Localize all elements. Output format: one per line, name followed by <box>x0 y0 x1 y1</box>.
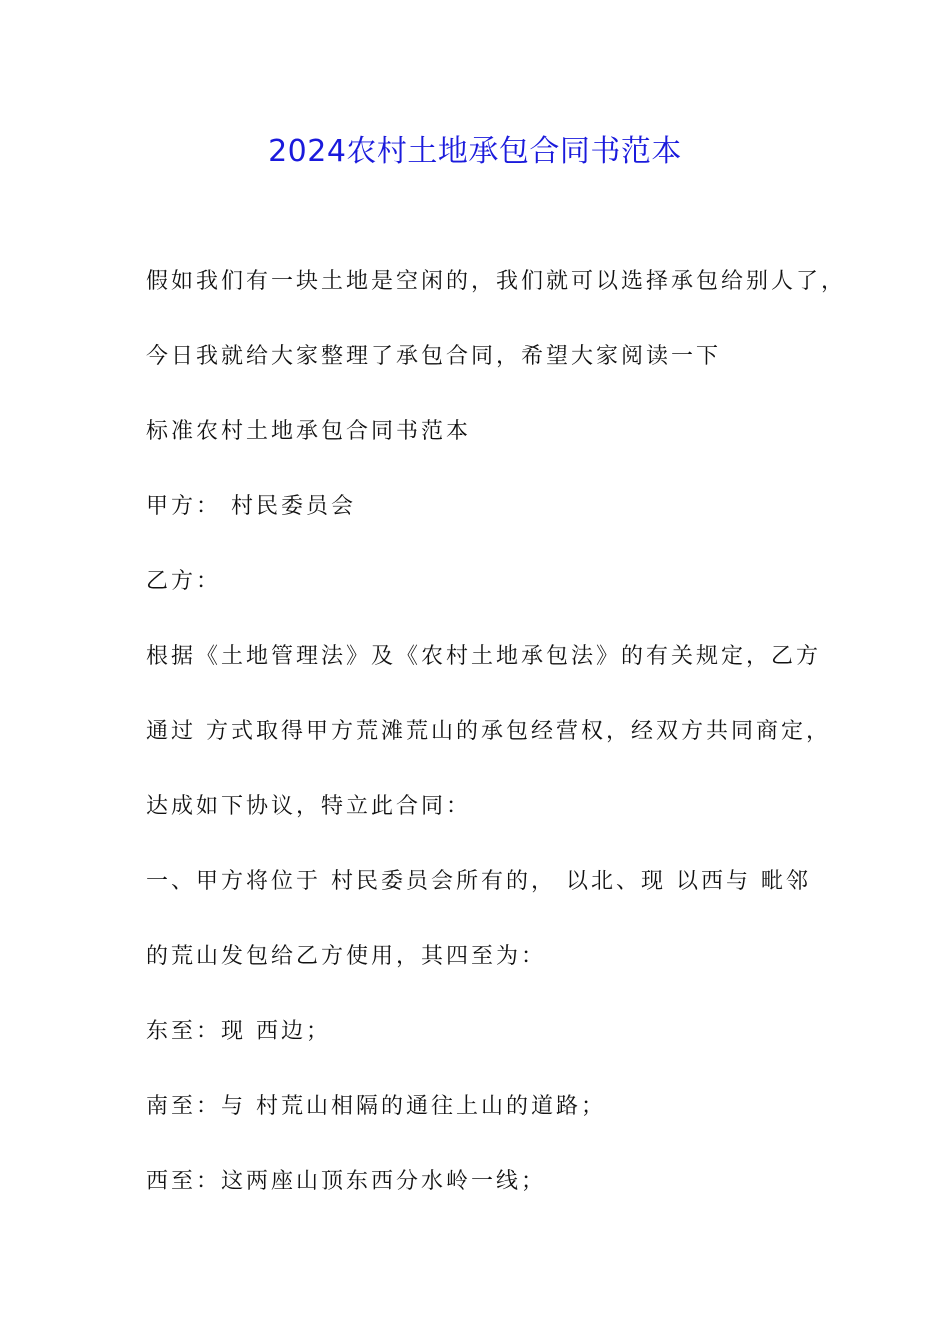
paragraph-line: 今日我就给大家整理了承包合同，希望大家阅读一下 <box>146 344 722 369</box>
paragraph-line: 乙方： <box>146 569 222 594</box>
paragraph-line: 通过 方式取得甲方荒滩荒山的承包经营权，经双方共同商定， <box>146 719 831 744</box>
paragraph-line: 达成如下协议，特立此合同： <box>146 794 472 819</box>
paragraph-line: 根据《土地管理法》及《农村土地承包法》的有关规定，乙方 <box>146 644 822 669</box>
paragraph-line: 东至：现 西边； <box>146 1019 331 1044</box>
paragraph-line: 标准农村土地承包合同书范本 <box>146 419 472 444</box>
paragraph-line: 假如我们有一块土地是空闲的，我们就可以选择承包给别人了， <box>146 269 847 294</box>
paragraph-line: 的荒山发包给乙方使用，其四至为： <box>146 944 547 969</box>
paragraph-line: 甲方： 村民委员会 <box>146 494 356 519</box>
document-title: 2024农村土地承包合同书范本 <box>268 134 682 169</box>
document-body <box>146 262 847 1237</box>
paragraph-line: 西至：这两座山顶东西分水岭一线； <box>146 1169 547 1194</box>
paragraph-line: 南至：与 村荒山相隔的通往上山的道路； <box>146 1094 606 1119</box>
paragraph-line: 一、甲方将位于 村民委员会所有的， 以北、现 以西与 毗邻 <box>146 869 811 894</box>
